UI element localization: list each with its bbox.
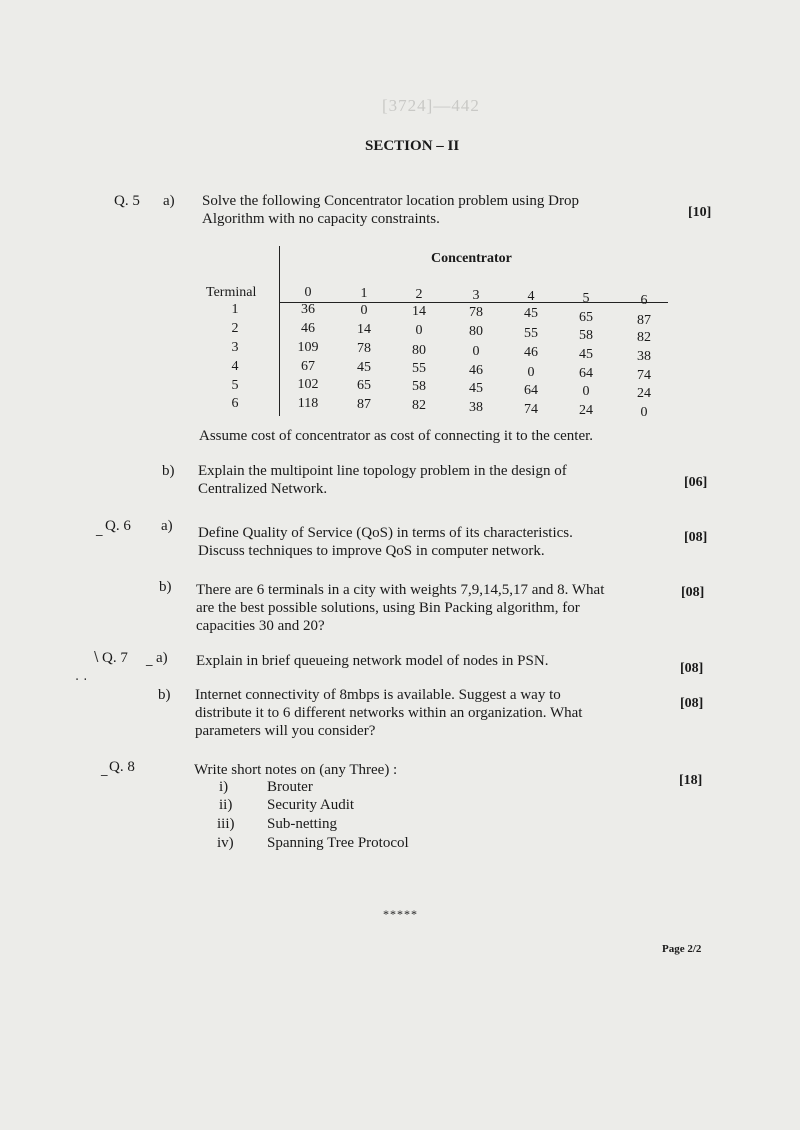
q8-item-number: iv) (217, 835, 234, 851)
concentrator-header: Concentrator (431, 251, 512, 266)
q6-a-line2: Discuss techniques to improve QoS in computer network. (198, 543, 545, 559)
exam-page: [3724]—442 SECTION – II Q. 5 a) Solve the following Concentrator location problem using Drop Algorithm with no capacity constraints. [10] Concentrator Terminal 0 1 2 3 4 5 6 1 36 0 14 78 45 65 87 2 46 14 0 80 55 58 82 3 109 78 80 0 46 45 38 4 67 45 55 46 0 64 74 5 102 65 58 45 64 0 24 6 118 87 82 38 74 24 0 Assume cost of concentrator as cost of connecting it to the center. b) Explain the multipoint line topology problem in the design of Centralized Network. [06] _ Q. 6 a) Define Quality of Service (QoS) in terms of its characteristics. Discuss techniques to improve QoS in computer network. [08] b) There are 6 terminals in a city with weights 7,9,14,5,17 and 8. What are the best possible solutions, using Bin Packing algorithm, for capacities 30 and 20? [08] \ Q. 7 _ a) Explain in brief queueing network model of nodes in PSN. [08] · · b) Internet connectivity of 8mbps is available. Suggest a way to distribute it to 6 different networks within an organization. What parameters will you consider? [08] _ Q. 8 Write short notes on (any Three) : [18] i) Brouter ii) Security Audit iii) Sub-netting iv) Spanning Tree Protocol ***** Page 2/2 (75, 96, 712, 955)
q8-item-text: Spanning Tree Protocol (267, 835, 409, 851)
table-cell: 64 (524, 383, 538, 398)
q5-b-line2: Centralized Network. (198, 481, 328, 497)
q8-item-text: Security Audit (267, 797, 355, 813)
q7-a-line1: Explain in brief queueing network model of nodes in PSN. (196, 653, 549, 669)
table-cell: 118 (297, 396, 319, 411)
col-header: 1 (360, 286, 368, 301)
q6-a-line1: Define Quality of Service (QoS) in terms of its characteristics. (198, 525, 573, 541)
table-cell: 65 (357, 378, 371, 393)
table-cell: 64 (579, 366, 593, 381)
q7-b-line2: distribute it to 6 different networks within an organization. What (195, 705, 583, 721)
table-cell: 24 (579, 403, 593, 418)
terminal-label: 1 (231, 302, 239, 317)
table-cell: 109 (297, 340, 319, 355)
table-cell: 45 (357, 360, 371, 375)
table-cell: 67 (301, 359, 315, 374)
table-cell: 0 (582, 384, 590, 399)
q6-a-marks: [08] (684, 530, 708, 545)
col-header: 0 (304, 285, 312, 300)
table-cell: 87 (357, 397, 371, 412)
q8-item-number: iii) (217, 816, 235, 832)
table-cell: 45 (524, 306, 538, 321)
table-cell: 74 (637, 368, 651, 383)
q7-part-a-label: a) (156, 650, 168, 666)
q6-part-a-label: a) (161, 518, 173, 534)
table-cell: 38 (469, 400, 483, 415)
col-header: 2 (415, 287, 423, 302)
q6-part-b-label: b) (159, 579, 172, 595)
q7-part-b-label: b) (158, 687, 171, 703)
bleed-through-header: [3724]—442 (382, 96, 480, 115)
table-cell: 36 (301, 302, 315, 317)
q8-item-text: Sub-netting (267, 816, 337, 832)
table-cell: 38 (637, 349, 651, 364)
question-8-number: Q. 8 (109, 759, 135, 775)
q8-item-number: i) (219, 779, 229, 795)
page-number: Page 2/2 (662, 943, 702, 955)
table-cell: 82 (412, 398, 426, 413)
question-6-number: Q. 6 (105, 518, 131, 534)
table-cell: 82 (637, 330, 651, 345)
q5-a-line2: Algorithm with no capacity constraints. (202, 211, 440, 227)
table-cell: 45 (579, 347, 593, 362)
col-header: 6 (640, 293, 648, 308)
table-cell: 55 (524, 326, 538, 341)
terminal-label: 6 (231, 396, 239, 411)
table-cell: 0 (527, 365, 535, 380)
table-cell: 58 (412, 379, 426, 394)
table-cell: 87 (637, 313, 651, 328)
q5-part-a-label: a) (163, 193, 175, 209)
q5-a-line1: Solve the following Concentrator location problem using Drop (202, 193, 580, 209)
q7-b-marks: [08] (680, 696, 704, 711)
q5-b-marks: [06] (684, 475, 708, 490)
table-vertical-rule (279, 246, 280, 416)
table-cell: 78 (357, 341, 371, 356)
table-cell: 80 (469, 324, 483, 339)
table-cell: 14 (357, 322, 371, 337)
terminal-label: 5 (231, 378, 239, 393)
table-cell: 24 (637, 386, 651, 401)
table-cell: 102 (297, 377, 319, 392)
q8-item-number: ii) (219, 797, 233, 813)
col-header: 5 (582, 291, 590, 306)
q7-b-line3: parameters will you consider? (195, 723, 376, 739)
terminal-label: 2 (231, 321, 239, 336)
q5-b-line1: Explain the multipoint line topology problem in the design of (198, 463, 567, 479)
terminal-header: Terminal (206, 285, 257, 300)
table-cell: 14 (412, 304, 426, 319)
section-title: SECTION – II (365, 138, 460, 154)
table-cell: 58 (579, 328, 593, 343)
end-marker: ***** (383, 907, 418, 921)
table-cell: 74 (524, 402, 538, 417)
q8-intro: Write short notes on (any Three) : (194, 762, 398, 778)
q5-part-b-label: b) (162, 463, 175, 479)
q8-marks: [18] (679, 773, 703, 788)
table-cell: 46 (524, 345, 538, 360)
table-cell: 65 (579, 310, 593, 325)
q7-a-marks: [08] (680, 661, 704, 676)
assume-note: Assume cost of concentrator as cost of connecting it to the center. (199, 428, 594, 444)
table-cell: 46 (469, 363, 483, 378)
q6-b-line1: There are 6 terminals in a city with weights 7,9,14,5,17 and 8. What (196, 582, 605, 598)
table-cell: 0 (640, 405, 648, 420)
table-cell: 0 (415, 323, 423, 338)
col-header: 4 (527, 289, 535, 304)
col-header: 3 (472, 288, 480, 303)
terminal-label: 3 (231, 340, 239, 355)
q7-b-line1: Internet connectivity of 8mbps is available. Suggest a way to (195, 687, 561, 703)
table-cell: 78 (469, 305, 483, 320)
q5-a-marks: [10] (688, 205, 712, 220)
table-cell: 0 (472, 344, 480, 359)
table-cell: 55 (412, 361, 426, 376)
table-cell: 45 (469, 381, 483, 396)
table-cell: 80 (412, 343, 426, 358)
q6-b-marks: [08] (681, 585, 705, 600)
terminal-label: 4 (231, 359, 239, 374)
question-7-number: Q. 7 (102, 650, 128, 666)
table-cell: 46 (301, 321, 315, 336)
q6-b-line2: are the best possible solutions, using Bin Packing algorithm, for (196, 600, 580, 616)
q6-b-line3: capacities 30 and 20? (196, 618, 325, 634)
q8-item-text: Brouter (267, 779, 313, 795)
question-5-number: Q. 5 (114, 193, 140, 209)
table-cell: 0 (360, 303, 368, 318)
